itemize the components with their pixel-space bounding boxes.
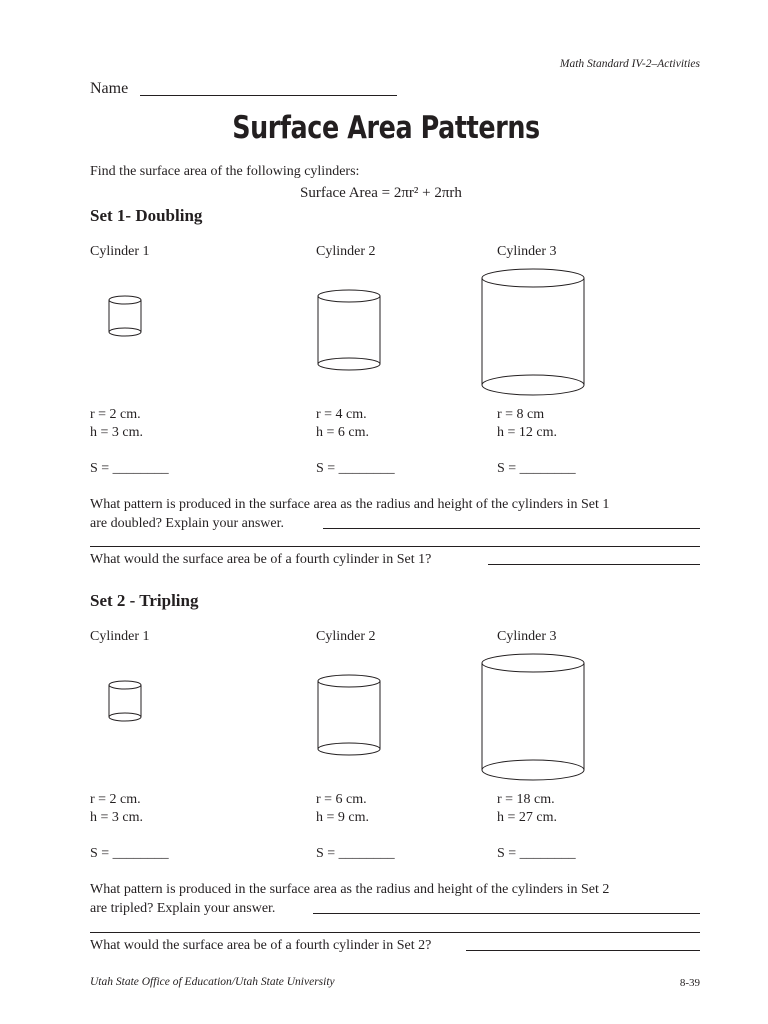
set-1-cylinder-3-radius: r = 8 cm [497, 407, 545, 422]
set-1-cylinder-1-height: h = 3 cm. [90, 425, 143, 440]
footer-publisher: Utah State Office of Education/Utah State University [90, 976, 335, 988]
set-2-heading: Set 2 - Tripling [90, 591, 199, 610]
surface-area-formula: Surface Area = 2πr² + 2πrh [300, 185, 462, 201]
set-1-pattern-question-line-1: What pattern is produced in the surface area as the radius and height of the cylinders in Set 1 [90, 497, 610, 512]
set-1-cylinder-3-drawing [479, 264, 589, 400]
instructions-text: Find the surface area of the following cylinders: [90, 164, 360, 179]
set-1-cylinder-3-height: h = 12 cm. [497, 425, 557, 440]
set-2-cylinder-1-radius: r = 2 cm. [90, 792, 141, 807]
set-1-cylinder-3-label: Cylinder 3 [497, 244, 557, 259]
set-1-cylinder-2-answer[interactable]: S = ________ [316, 461, 395, 476]
set-2-pattern-question-line-1: What pattern is produced in the surface area as the radius and height of the cylinders in Set 2 [90, 882, 610, 897]
set-1-pattern-answer-line-2[interactable] [90, 546, 700, 547]
set-2-cylinder-2-answer[interactable]: S = ________ [316, 846, 395, 861]
set-2-cylinder-1-answer[interactable]: S = ________ [90, 846, 169, 861]
page-number: 8-39 [679, 977, 700, 989]
set-1-cylinder-1-drawing [105, 292, 145, 342]
set-2-cylinder-2-drawing [315, 670, 385, 760]
set-1-cylinder-2-label: Cylinder 2 [316, 244, 376, 259]
set-1-cylinder-1-answer[interactable]: S = ________ [90, 461, 169, 476]
set-2-pattern-answer-line-2[interactable] [90, 932, 700, 933]
set-2-fourth-cylinder-answer-line[interactable] [466, 950, 700, 951]
set-2-cylinder-3-label: Cylinder 3 [497, 629, 557, 644]
set-1-cylinder-2-radius: r = 4 cm. [316, 407, 367, 422]
set-1-pattern-answer-line[interactable] [323, 528, 700, 529]
set-2-fourth-cylinder-question: What would the surface area be of a fourth cylinder in Set 2? [90, 938, 432, 953]
set-2-cylinder-3-drawing [479, 649, 589, 785]
name-label: Name [90, 80, 129, 97]
set-2-cylinder-1-height: h = 3 cm. [90, 810, 143, 825]
set-2-pattern-question-line-2: are tripled? Explain your answer. [90, 901, 276, 916]
set-2-pattern-answer-line[interactable] [313, 913, 700, 914]
set-2-cylinder-2-height: h = 9 cm. [316, 810, 369, 825]
set-1-pattern-question-line-2: are doubled? Explain your answer. [90, 516, 284, 531]
name-field-line [140, 95, 397, 96]
set-1-fourth-cylinder-answer-line[interactable] [488, 564, 700, 565]
set-1-heading: Set 1- Doubling [90, 206, 203, 225]
set-1-cylinder-3-answer[interactable]: S = ________ [497, 461, 576, 476]
set-2-cylinder-3-radius: r = 18 cm. [497, 792, 555, 807]
set-2-cylinder-1-label: Cylinder 1 [90, 629, 150, 644]
set-1-fourth-cylinder-question: What would the surface area be of a fourth cylinder in Set 1? [90, 552, 432, 567]
set-1-cylinder-2-drawing [315, 285, 385, 375]
set-2-cylinder-2-label: Cylinder 2 [316, 629, 376, 644]
set-1-cylinder-2-height: h = 6 cm. [316, 425, 369, 440]
set-2-cylinder-1-drawing [105, 677, 145, 727]
set-2-cylinder-3-answer[interactable]: S = ________ [497, 846, 576, 861]
set-1-cylinder-1-radius: r = 2 cm. [90, 407, 141, 422]
standard-header: Math Standard IV-2–Activities [559, 58, 700, 70]
set-2-cylinder-2-radius: r = 6 cm. [316, 792, 367, 807]
set-1-cylinder-1-label: Cylinder 1 [90, 244, 150, 259]
page-title: Surface Area Patterns [232, 110, 540, 146]
set-2-cylinder-3-height: h = 27 cm. [497, 810, 557, 825]
